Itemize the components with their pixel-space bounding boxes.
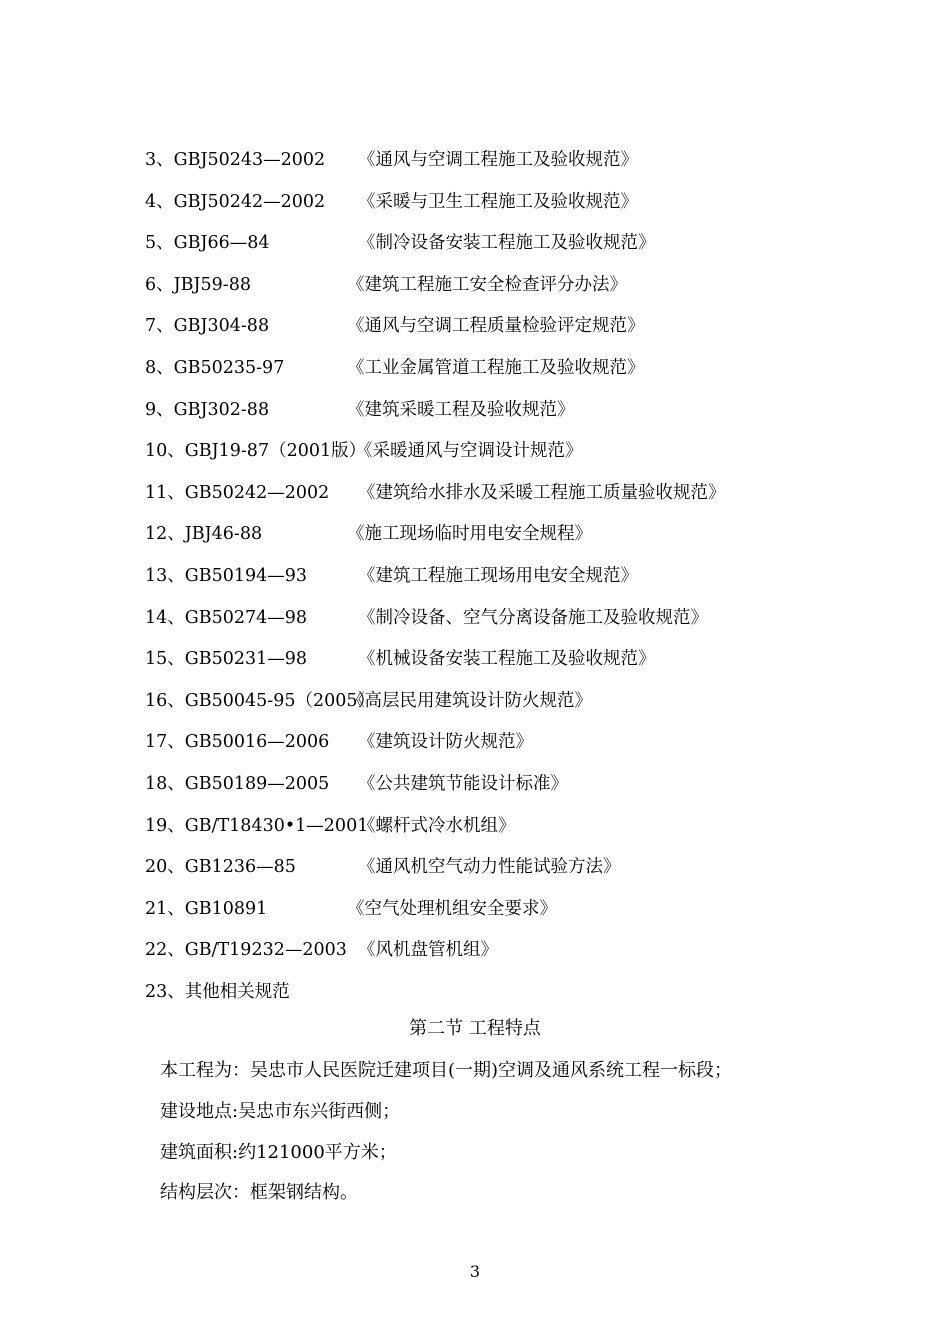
standard-title: 《制冷设备、空气分离设备施工及验收规范》 bbox=[358, 607, 708, 628]
standard-item bbox=[145, 850, 845, 892]
project-area: 建筑面积:约121000平方米； bbox=[160, 1142, 397, 1163]
standard-item bbox=[145, 476, 845, 518]
standard-item bbox=[145, 143, 845, 185]
standard-item bbox=[145, 185, 845, 227]
standard-item bbox=[145, 767, 845, 809]
standard-item bbox=[145, 393, 845, 435]
standards-list bbox=[145, 143, 845, 1016]
standard-code: 21、GB10891 bbox=[145, 898, 268, 919]
standard-item bbox=[145, 809, 845, 851]
standard-item bbox=[145, 725, 845, 767]
standard-code: 20、GB1236—85 bbox=[145, 857, 296, 878]
standard-code: 22、GB/T19232—2003 bbox=[145, 940, 347, 961]
standard-item bbox=[145, 351, 845, 393]
standard-code: 13、GB50194—93 bbox=[145, 565, 308, 586]
standard-code: 5、GBJ66—84 bbox=[145, 233, 270, 254]
standard-title: 《施工现场临时用电安全规程》 bbox=[347, 524, 592, 545]
standard-code: 18、GB50189—2005 bbox=[145, 773, 330, 794]
standard-title: 《空气处理机组安全要求》 bbox=[347, 898, 557, 919]
standard-item bbox=[145, 309, 845, 351]
standard-title: 《通风机空气动力性能试验方法》 bbox=[358, 857, 621, 878]
standard-code: 8、GB50235-97 bbox=[145, 357, 285, 378]
standard-item bbox=[145, 892, 845, 934]
standard-code: 6、JBJ59-88 bbox=[145, 274, 251, 295]
standard-title: 《建筑工程施工现场用电安全规范》 bbox=[358, 565, 638, 586]
standard-title: 《风机盘管机组》 bbox=[358, 940, 498, 961]
standard-item bbox=[145, 226, 845, 268]
standard-title: 《工业金属管道工程施工及验收规范》 bbox=[347, 357, 645, 378]
standard-item bbox=[145, 601, 845, 643]
standard-code: 17、GB50016—2006 bbox=[145, 732, 330, 753]
standard-item bbox=[145, 268, 845, 310]
standard-title: 《建筑设计防火规范》 bbox=[358, 732, 533, 753]
standard-title: 《采暖与卫生工程施工及验收规范》 bbox=[358, 191, 638, 212]
standard-code: 10、GBJ19-87（2001版） bbox=[145, 441, 367, 462]
standard-title: 《建筑给水排水及采暖工程施工质量验收规范》 bbox=[358, 482, 726, 503]
standard-code: 11、GB50242—2002 bbox=[145, 482, 330, 503]
standard-title: 《螺杆式冷水机组》 bbox=[358, 815, 516, 836]
standard-item bbox=[145, 684, 845, 726]
page-number: 3 bbox=[469, 1262, 481, 1281]
standard-code: 9、GBJ302-88 bbox=[145, 399, 270, 420]
standard-item bbox=[145, 933, 845, 975]
standard-title: 《通风与空调工程质量检验评定规范》 bbox=[347, 316, 645, 337]
standard-item bbox=[145, 434, 845, 476]
standard-title: 《建筑工程施工安全检查评分办法》 bbox=[347, 274, 627, 295]
standard-title: 《公共建筑节能设计标准》 bbox=[358, 773, 568, 794]
standard-code: 19、GB/T18430•1—2001 bbox=[145, 815, 369, 836]
standard-code: 16、GB50045-95（2005） bbox=[145, 690, 375, 711]
standard-item bbox=[145, 517, 845, 559]
standard-title: 《制冷设备安装工程施工及验收规范》 bbox=[358, 233, 656, 254]
standard-title: 《采暖通风与空调设计规范》 bbox=[355, 441, 583, 462]
section-heading: 第二节 工程特点 bbox=[409, 1018, 541, 1039]
standard-item bbox=[145, 559, 845, 601]
project-description: 本工程为：吴忠市人民医院迁建项目(一期)空调及通风系统工程一标段； bbox=[160, 1060, 733, 1081]
standard-code: 14、GB50274—98 bbox=[145, 607, 308, 628]
standard-code: 3、GBJ50243—2002 bbox=[145, 150, 326, 170]
standard-title: 《通风与空调工程施工及验收规范》 bbox=[358, 150, 638, 170]
project-location: 建设地点:吴忠市东兴街西侧； bbox=[160, 1101, 401, 1122]
standard-item bbox=[145, 975, 845, 1017]
project-structure: 结构层次：框架钢结构。 bbox=[160, 1182, 358, 1203]
standard-code: 7、GBJ304-88 bbox=[145, 316, 270, 337]
standard-item bbox=[145, 642, 845, 684]
standard-code: 12、JBJ46-88 bbox=[145, 524, 263, 545]
standard-code: 23、其他相关规范 bbox=[145, 981, 290, 1002]
standard-title: 《机械设备安装工程施工及验收规范》 bbox=[358, 649, 656, 670]
standard-title: 《高层民用建筑设计防火规范》 bbox=[347, 690, 592, 711]
standard-code: 15、GB50231—98 bbox=[145, 649, 308, 670]
standard-title: 《建筑采暖工程及验收规范》 bbox=[347, 399, 575, 420]
standard-code: 4、GBJ50242—2002 bbox=[145, 191, 326, 212]
